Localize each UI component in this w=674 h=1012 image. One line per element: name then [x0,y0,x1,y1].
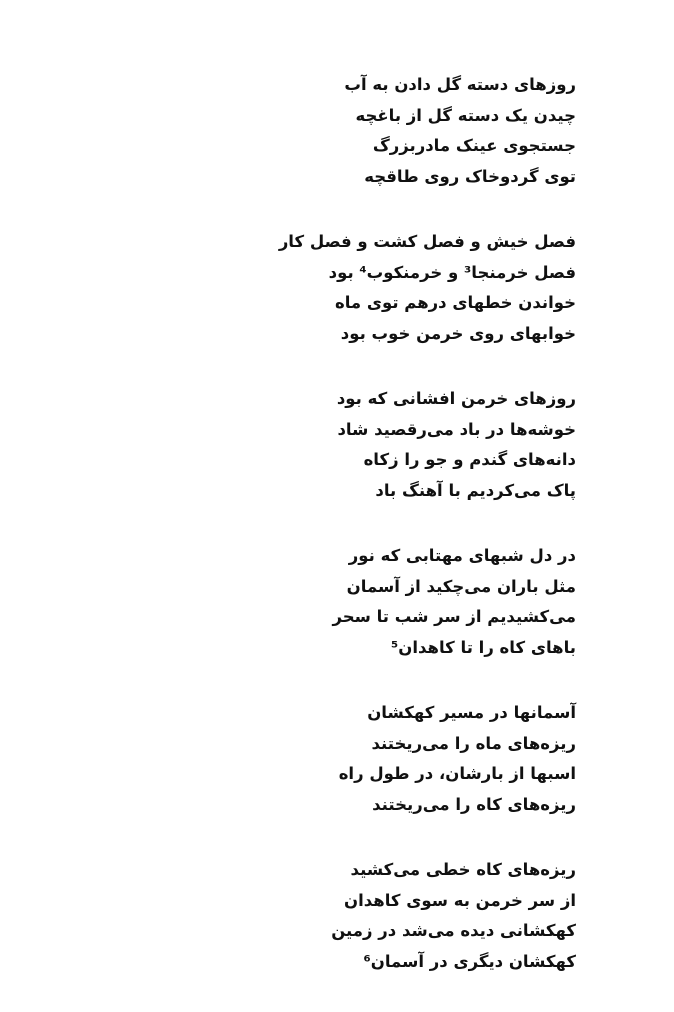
poem-line: مثل باران می‌چکید از آسمان [346,576,576,596]
poem-line: توی گردوخاک روی طاقچه [364,166,576,186]
poem-line: پاک می‌کردیم با آهنگ باد [375,480,576,500]
poem-line: ریزه‌های کاه را می‌ریختند [372,794,576,814]
poem-line: در دل شبهای مهتابی که نور [348,546,576,565]
stanza-4 [256,541,576,663]
stanza-5 [256,698,576,820]
poem-line: کهکشان دیگری در آسمان⁶ [363,951,576,971]
stanza-6 [256,855,576,977]
stanza-1 [256,70,576,192]
poem-line: اسبها از بارشان، در طول راه [338,764,576,783]
poem-line: خوشه‌ها در باد می‌رقصید شاد [337,419,576,439]
poem-line: جستجوی عینک مادربزرگ [372,136,576,155]
poem-line: آسمانها در مسیر کهکشان [367,703,576,722]
stanza-3 [256,384,576,506]
stanza-2 [256,227,576,349]
poem-line: می‌کشیدیم از سر شب تا سحر [332,607,576,626]
poem-line: باهای کاه را تا کاهدان⁵ [391,637,576,657]
poem-line: کهکشانی دیده می‌شد در زمین [331,921,576,940]
poem-line: ریزه‌های کاه خطی می‌کشید [350,860,576,879]
poem-line: روزهای دسته گل دادن به آب [344,75,576,94]
poem-line: ریزه‌های ماه را می‌ریختند [371,733,576,753]
poem-line: از سر خرمن به سوی کاهدان [344,890,576,910]
poem [256,70,576,1012]
poem-line: خوابهای روی خرمن خوب بود [340,323,576,343]
poem-line: روزهای خرمن افشانی که بود [336,389,576,408]
poem-line: خواندن خطهای درهم توی ماه [334,293,576,312]
poem-line: فصل خیش و فصل کشت و فصل کار [278,232,576,251]
poem-line: فصل خرمنجا³ و خرمنکوب⁴ بود [328,262,576,282]
poem-line: چیدن یک دسته گل از باغچه [355,105,576,125]
poem-line: دانه‌های گندم و جو را زکاه [363,450,576,469]
